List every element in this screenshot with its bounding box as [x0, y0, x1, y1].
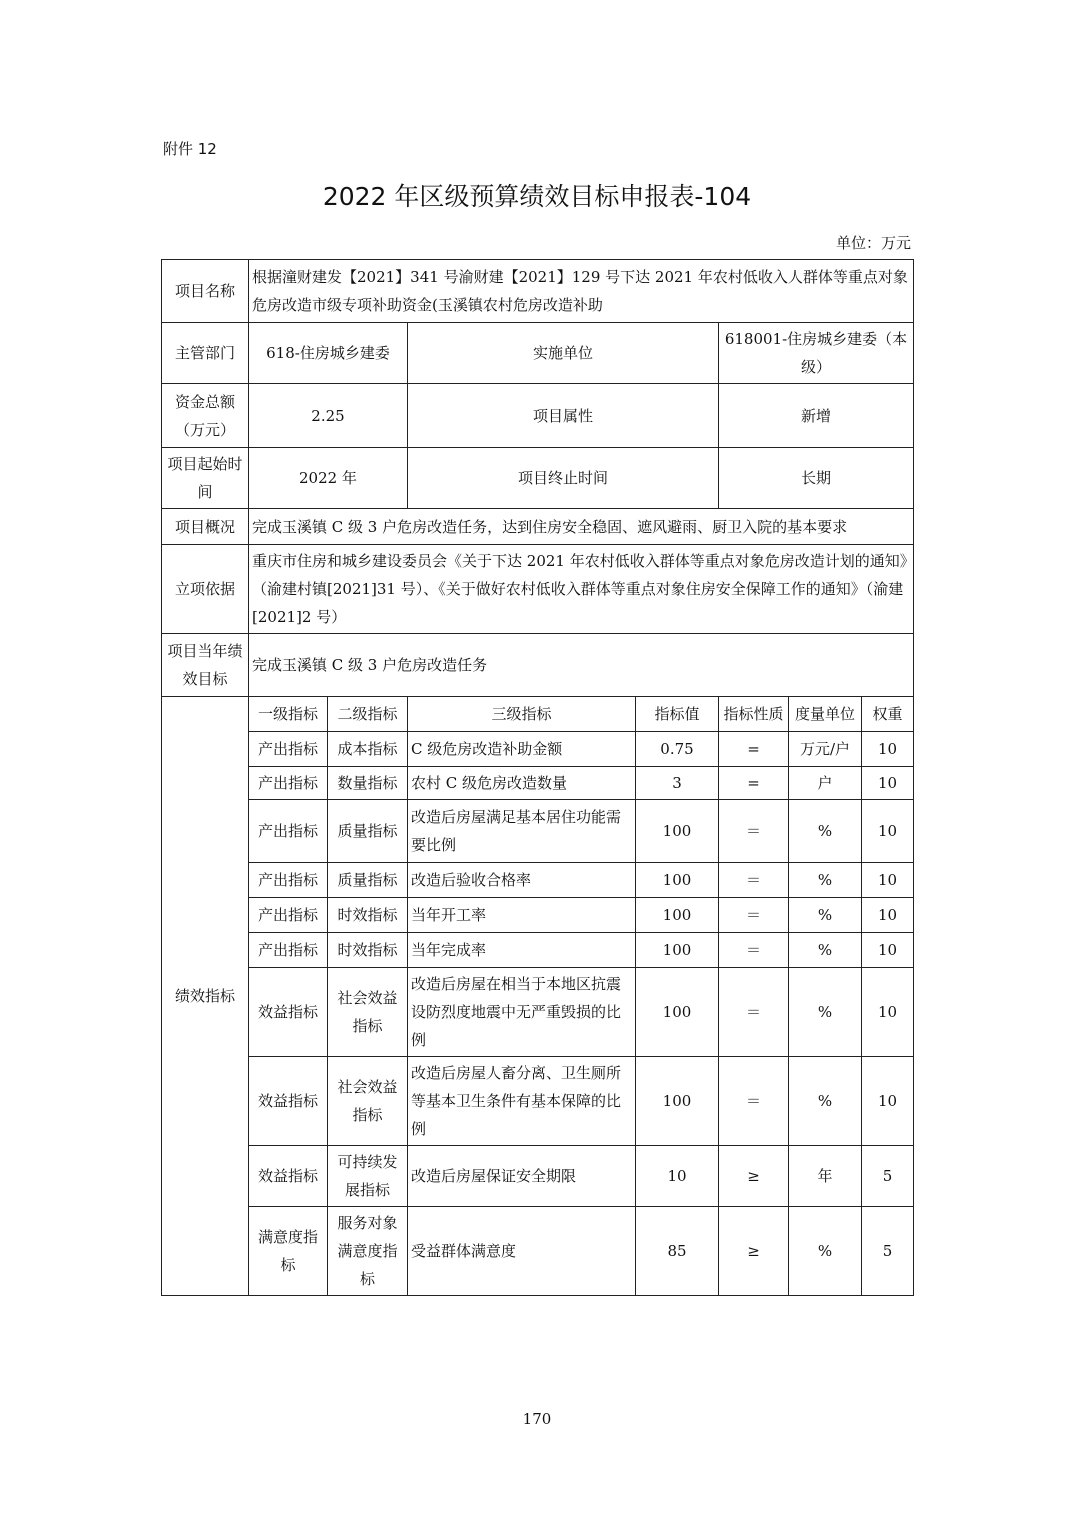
nature-cell: ＝: [719, 968, 789, 1057]
level3-cell: 受益群体满意度: [408, 1207, 636, 1296]
table-row: [162, 1057, 914, 1146]
level3-cell: C 级危房改造补助金额: [408, 732, 636, 767]
overview-value: 完成玉溪镇 C 级 3 户危房改造任务，达到住房安全稳固、遮风避雨、厨卫入院的基本要求: [249, 509, 914, 545]
level1-cell: 产出指标: [249, 732, 328, 767]
nature-cell: ≥: [719, 1207, 789, 1296]
end-value: 长期: [719, 448, 914, 509]
nature-cell: ＝: [719, 898, 789, 933]
value-cell: 0.75: [636, 732, 719, 767]
unit-cell: 万元/户: [789, 732, 862, 767]
fund-value: 2.25: [249, 384, 408, 448]
weight-cell: 5: [862, 1207, 914, 1296]
level2-cell: 服务对象满意度指标: [328, 1207, 408, 1296]
perf-label: 绩效指标: [162, 697, 249, 1296]
level1-cell: 效益指标: [249, 1146, 328, 1207]
value-cell: 100: [636, 968, 719, 1057]
value-cell: 100: [636, 1057, 719, 1146]
level2-cell: 时效指标: [328, 898, 408, 933]
unit-cell: %: [789, 1207, 862, 1296]
overview-label: 项目概况: [162, 509, 249, 545]
table-row: [162, 767, 914, 800]
level3-cell: 当年完成率: [408, 933, 636, 968]
level3-cell: 农村 C 级危房改造数量: [408, 767, 636, 800]
unit-cell: %: [789, 898, 862, 933]
weight-cell: 10: [862, 800, 914, 863]
unit-cell: %: [789, 933, 862, 968]
level3-cell: 改造后房屋满足基本居住功能需要比例: [408, 800, 636, 863]
level2-cell: 社会效益指标: [328, 1057, 408, 1146]
unit-cell: 年: [789, 1146, 862, 1207]
nature-cell: ＝: [719, 800, 789, 863]
weight-cell: 10: [862, 767, 914, 800]
weight-cell: 10: [862, 732, 914, 767]
level3-cell: 改造后房屋在相当于本地区抗震设防烈度地震中无严重毁损的比例: [408, 968, 636, 1057]
nature-cell: =: [719, 732, 789, 767]
value-cell: 3: [636, 767, 719, 800]
level3-cell: 改造后验收合格率: [408, 863, 636, 898]
value-cell: 85: [636, 1207, 719, 1296]
table-row: [162, 968, 914, 1057]
header-cell: 二级指标: [328, 697, 408, 732]
dept-value: 618-住房城乡建委: [249, 323, 408, 384]
level2-cell: 成本指标: [328, 732, 408, 767]
level2-cell: 质量指标: [328, 800, 408, 863]
unit-cell: %: [789, 800, 862, 863]
value-cell: 100: [636, 863, 719, 898]
level3-cell: 改造后房屋人畜分离、卫生厕所等基本卫生条件有基本保障的比例: [408, 1057, 636, 1146]
level3-cell: 当年开工率: [408, 898, 636, 933]
level1-cell: 产出指标: [249, 863, 328, 898]
level2-cell: 质量指标: [328, 863, 408, 898]
level2-cell: 数量指标: [328, 767, 408, 800]
level1-cell: 产出指标: [249, 800, 328, 863]
unit-cell: %: [789, 1057, 862, 1146]
weight-cell: 10: [862, 863, 914, 898]
level2-cell: 可持续发展指标: [328, 1146, 408, 1207]
value-cell: 100: [636, 800, 719, 863]
table-row: [162, 898, 914, 933]
weight-cell: 10: [862, 968, 914, 1057]
unit-cell: %: [789, 968, 862, 1057]
table-row: [162, 1207, 914, 1296]
header-cell: 一级指标: [249, 697, 328, 732]
start-label: 项目起始时间: [162, 448, 249, 509]
nature-cell: ＝: [719, 863, 789, 898]
basis-value: 重庆市住房和城乡建设委员会《关于下达 2021 年农村低收入群体等重点对象危房改造计划的通知》（渝建村镇[2021]31 号）、《关于做好农村低收入群体等重点对象住房安全保障工作的通知》（渝建[2021]2 号）: [249, 545, 914, 634]
goal-value: 完成玉溪镇 C 级 3 户危房改造任务: [249, 634, 914, 697]
attr-value: 新增: [719, 384, 914, 448]
dept-label: 主管部门: [162, 323, 249, 384]
page-number: 170: [522, 1410, 552, 1428]
weight-cell: 10: [862, 1057, 914, 1146]
value-cell: 100: [636, 898, 719, 933]
unit-cell: %: [789, 863, 862, 898]
impl-value: 618001-住房城乡建委（本级）: [719, 323, 914, 384]
attachment-label: 附件 12: [163, 140, 217, 158]
impl-label: 实施单位: [408, 323, 719, 384]
nature-cell: ＝: [719, 1057, 789, 1146]
level1-cell: 满意度指标: [249, 1207, 328, 1296]
nature-cell: ＝: [719, 933, 789, 968]
fund-label: 资金总额（万元）: [162, 384, 249, 448]
header-cell: 权重: [862, 697, 914, 732]
value-cell: 10: [636, 1146, 719, 1207]
unit-cell: 户: [789, 767, 862, 800]
table-row: [162, 933, 914, 968]
header-cell: 指标值: [636, 697, 719, 732]
value-cell: 100: [636, 933, 719, 968]
level2-cell: 时效指标: [328, 933, 408, 968]
weight-cell: 5: [862, 1146, 914, 1207]
nature-cell: ≥: [719, 1146, 789, 1207]
header-cell: 度量单位: [789, 697, 862, 732]
table-row: [162, 1146, 914, 1207]
level3-cell: 改造后房屋保证安全期限: [408, 1146, 636, 1207]
end-label: 项目终止时间: [408, 448, 719, 509]
start-value: 2022 年: [249, 448, 408, 509]
nature-cell: =: [719, 767, 789, 800]
header-cell: 指标性质: [719, 697, 789, 732]
table-row: [162, 863, 914, 898]
weight-cell: 10: [862, 933, 914, 968]
table-row: [162, 732, 914, 767]
page-title: 2022 年区级预算绩效目标申报表-104: [322, 182, 752, 211]
level1-cell: 产出指标: [249, 898, 328, 933]
table-row: [162, 800, 914, 863]
level2-cell: 社会效益指标: [328, 968, 408, 1057]
level1-cell: 产出指标: [249, 767, 328, 800]
goal-label: 项目当年绩效目标: [162, 634, 249, 697]
level1-cell: 效益指标: [249, 1057, 328, 1146]
level1-cell: 产出指标: [249, 933, 328, 968]
project-name-value: 根据潼财建发【2021】341 号渝财建【2021】129 号下达 2021 年农村低收入人群体等重点对象危房改造市级专项补助资金(玉溪镇农村危房改造补助: [249, 260, 914, 323]
unit-label: 单位：万元: [835, 234, 911, 252]
header-cell: 三级指标: [408, 697, 636, 732]
project-name-label: 项目名称: [162, 260, 249, 323]
weight-cell: 10: [862, 898, 914, 933]
attr-label: 项目属性: [408, 384, 719, 448]
budget-table: [161, 259, 914, 1296]
basis-label: 立项依据: [162, 545, 249, 634]
level1-cell: 效益指标: [249, 968, 328, 1057]
